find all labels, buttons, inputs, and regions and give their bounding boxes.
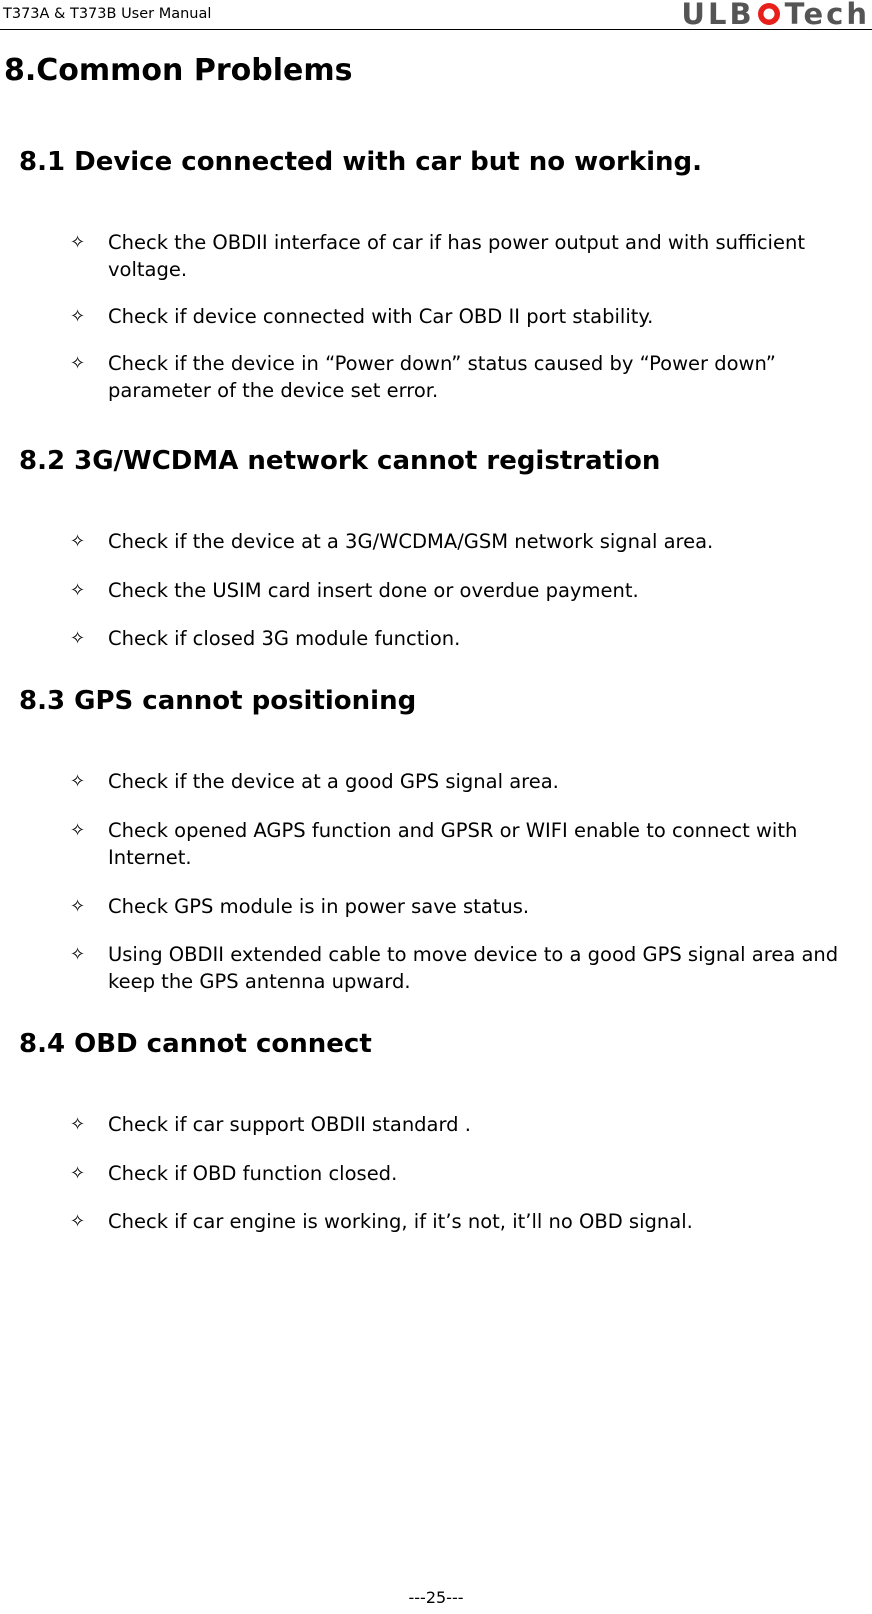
bullet-star-icon: ✧ bbox=[70, 353, 86, 374]
bullet-star-icon: ✧ bbox=[70, 1114, 86, 1135]
bullet-star-icon: ✧ bbox=[70, 232, 86, 253]
list-item-text: Check the USIM card insert done or overdue payment. bbox=[108, 579, 639, 602]
bullet-star-icon: ✧ bbox=[70, 580, 86, 601]
list-item-text: Check if car support OBDII standard . bbox=[108, 1113, 471, 1136]
list-item-text: Check if closed 3G module function. bbox=[108, 627, 461, 650]
list-item-text: Using OBDII extended cable to move device to a good GPS signal area and keep the GPS antenna upward. bbox=[108, 943, 839, 993]
bullet-star-icon: ✧ bbox=[70, 771, 86, 792]
chapter-title: 8.Common Problems bbox=[4, 53, 353, 88]
list-item-text: Check if the device in “Power down” status caused by “Power down” parameter of the device set error. bbox=[108, 352, 776, 402]
list-item-text: Check if the device at a good GPS signal area. bbox=[108, 770, 559, 793]
logo-text-tech: Tech bbox=[784, 0, 870, 31]
list-item-text: Check if OBD function closed. bbox=[108, 1162, 398, 1185]
logo-text-ulb: ULB bbox=[681, 0, 755, 31]
document-title: T373A & T373B User Manual bbox=[3, 6, 212, 22]
bullet-star-icon: ✧ bbox=[70, 1211, 86, 1232]
logo-o-icon bbox=[757, 2, 781, 26]
bullet-star-icon: ✧ bbox=[70, 531, 86, 552]
page-number: ---25--- bbox=[408, 1588, 464, 1607]
bullet-star-icon: ✧ bbox=[70, 306, 86, 327]
bullet-star-icon: ✧ bbox=[70, 1163, 86, 1184]
list-item-text: Check GPS module is in power save status. bbox=[108, 895, 530, 918]
page-header bbox=[0, 0, 872, 30]
company-logo bbox=[681, 0, 870, 31]
section-title-8-3: 8.3 GPS cannot positioning bbox=[19, 686, 417, 716]
section-title-8-4: 8.4 OBD cannot connect bbox=[19, 1029, 372, 1059]
list-item-text: Check if car engine is working, if it’s not, it’ll no OBD signal. bbox=[108, 1210, 693, 1233]
section-title-8-1: 8.1 Device connected with car but no working. bbox=[19, 147, 703, 177]
list-item-text: Check if the device at a 3G/WCDMA/GSM network signal area. bbox=[108, 530, 714, 553]
bullet-star-icon: ✧ bbox=[70, 896, 86, 917]
bullet-star-icon: ✧ bbox=[70, 820, 86, 841]
section-title-8-2: 8.2 3G/WCDMA network cannot registration bbox=[19, 446, 661, 476]
bullet-star-icon: ✧ bbox=[70, 628, 86, 649]
list-item-text: Check opened AGPS function and GPSR or WIFI enable to connect with Internet. bbox=[108, 819, 798, 869]
list-item-text: Check the OBDII interface of car if has power output and with sufficient voltage. bbox=[108, 231, 805, 281]
bullet-star-icon: ✧ bbox=[70, 944, 86, 965]
list-item-text: Check if device connected with Car OBD II port stability. bbox=[108, 305, 654, 328]
